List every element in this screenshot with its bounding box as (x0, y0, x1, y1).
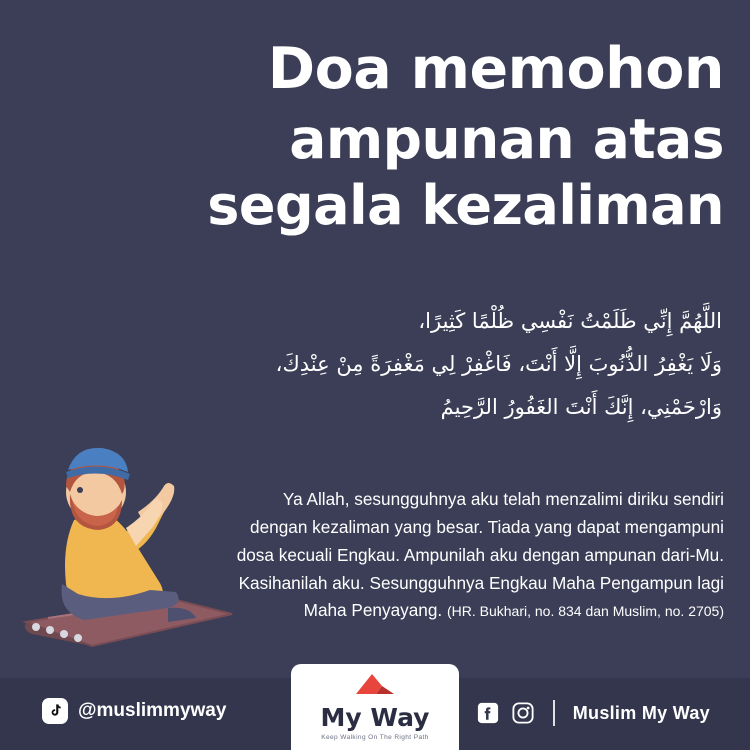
facebook-icon[interactable] (477, 702, 500, 725)
poster-title (204, 34, 724, 240)
brand-logo-name: My Way (320, 703, 430, 732)
title-line-1: Doa memohon (267, 36, 724, 102)
arabic-line-2: وَلَا يَغْفِرُ الذُّنُوبَ إِلَّا أَنْتَ، فَاغْفِرْ لِي مَغْفِرَةً مِنْ عِنْدِكَ، (275, 352, 722, 377)
footer-brand-name: Muslim My Way (572, 702, 710, 723)
footer-divider (553, 700, 555, 726)
brand-logo-plate[interactable] (291, 664, 459, 750)
instagram-icon[interactable] (512, 702, 535, 725)
translation-body: Ya Allah, sesungguhnya aku telah menzalimi diriku sendiri dengan kezaliman yang besar. Tiada yang dapat mengampuni dosa kecuali Engkau. Ampunilah aku dengan ampunan dari-Mu. Kasihanilah aku. Sesungguhnya Engkau Maha Pengampun lagi Maha Penyayang. (236, 489, 724, 621)
footer-social-group (477, 700, 710, 726)
title-line-2: ampunan atas (289, 106, 724, 171)
arabic-line-3: وَارْحَمْنِي، إِنَّكَ أَنْتَ الغَفُورُ الرَّحِيمُ (440, 395, 722, 420)
myway-mark-icon (352, 672, 398, 698)
footer-bar (0, 678, 750, 750)
translation-source: (HR. Bukhari, no. 834 dan Muslim, no. 2705) (446, 603, 724, 620)
praying-person-illustration (18, 408, 248, 658)
brand-logo-tagline: Keep Walking On The Right Path (321, 734, 429, 741)
translation-text (232, 486, 724, 625)
social-handle-text: @muslimmyway (78, 700, 227, 721)
tiktok-icon[interactable] (42, 698, 68, 724)
social-handle[interactable] (42, 698, 226, 724)
arabic-line-1: اللَّهُمَّ إِنِّي ظَلَمْتُ نَفْسِي ظُلْمًا كَثِيرًا، (418, 309, 722, 333)
arabic-text (202, 300, 722, 429)
title-line-3: segala kezaliman (207, 173, 724, 237)
